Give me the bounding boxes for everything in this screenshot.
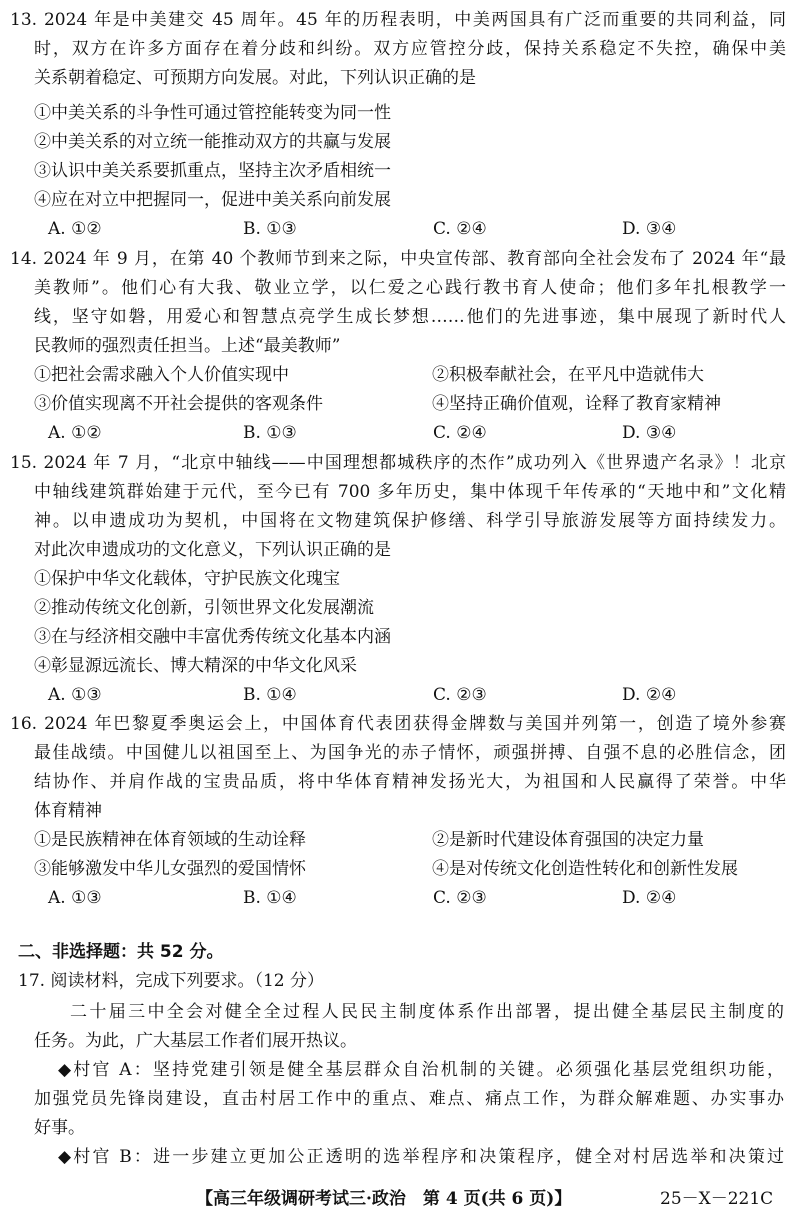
- q14-option-c[interactable]: C. ②④: [433, 423, 487, 443]
- q13-choice-2: [0, 128, 800, 157]
- section-2-heading: [0, 938, 800, 967]
- q17-material-line-4: [0, 1085, 800, 1114]
- q16-stem-line-2: [0, 739, 800, 768]
- q17-stem-text: 17. 阅读材料，完成下列要求。（12 分）: [18, 971, 324, 991]
- q15-option-d[interactable]: D. ②④: [622, 685, 677, 705]
- page-footer: [0, 1185, 800, 1214]
- q17-material-line-3: [0, 1056, 800, 1085]
- q16-choice-row-2: [0, 855, 800, 884]
- q13-choice-4-text: ④应在对立中把握同一，促进中美关系向前发展: [34, 190, 391, 210]
- q13-stem-line-2: [0, 35, 800, 64]
- q13-option-d[interactable]: D. ③④: [622, 219, 677, 239]
- q14-choice-2: ②积极奉献社会，在平凡中造就伟大: [432, 365, 704, 385]
- q15-choice-4-text: ④彰显源远流长、博大精深的中华文化风采: [34, 656, 357, 676]
- q15-stem-text-2: 中轴线建筑群始建于元代，至今已有 700 多年历史，集中体现千年传承的“天地中和”文化精: [34, 482, 786, 502]
- q15-option-a[interactable]: A. ①③: [48, 685, 102, 705]
- q13-stem-line-1: [0, 6, 800, 35]
- q16-stem-line-3: [0, 768, 800, 797]
- q14-stem-line-4: [0, 332, 800, 361]
- q14-option-d[interactable]: D. ③④: [622, 423, 677, 443]
- q14-stem-text-4: 民教师的强烈责任担当。上述“最美教师”: [34, 336, 341, 356]
- q13-option-a[interactable]: A. ①②: [48, 219, 102, 239]
- q14-option-a[interactable]: A. ①②: [48, 423, 102, 443]
- q14-stem-text-1: 14. 2024 年 9 月，在第 40 个教师节到来之际，中央宣传部、教育部向全社会发布了 2024 年“最: [10, 249, 786, 269]
- q14-stem-text-2: 美教师”。他们心有大我、敬业立学，以仁爱之心践行教书育人使命；他们多年扎根教学一: [34, 278, 786, 298]
- q17-material-line-2: [0, 1027, 800, 1056]
- q16-choice-2: ②是新时代建设体育强国的决定力量: [432, 830, 704, 850]
- q16-option-d[interactable]: D. ②④: [622, 888, 677, 908]
- q15-option-c[interactable]: C. ②③: [433, 685, 487, 705]
- q13-stem-text-3: 关系朝着稳定、可预期方向发展。对此，下列认识正确的是: [34, 68, 476, 88]
- q17-material-line-1: [0, 998, 800, 1027]
- q16-stem-text-1: 16. 2024 年巴黎夏季奥运会上，中国体育代表团获得金牌数与美国并列第一，创造了境外参赛: [10, 714, 786, 734]
- q16-choice-1: ①是民族精神在体育领域的生动诠释: [34, 830, 306, 850]
- q15-choice-1: [0, 565, 800, 594]
- q13-choice-1-text: ①中美关系的斗争性可通过管控能转变为同一性: [34, 103, 391, 123]
- q13-stem-text-2: 时，双方在许多方面存在着分歧和纠纷。双方应管控分歧，保持关系稳定不失控，确保中美: [34, 39, 786, 59]
- q16-stem-line-1: [0, 710, 800, 739]
- q13-choice-3: [0, 157, 800, 186]
- section-2-heading-text: 二、非选择题：共 52 分。: [18, 942, 224, 962]
- q14-choice-3: ③价值实现离不开社会提供的客观条件: [34, 394, 323, 414]
- q16-stem-text-4: 体育精神: [34, 801, 102, 821]
- q15-stem-text-3: 神。以申遗成功为契机，中国将在文物建筑保护修缮、科学引导旅游发展等方面持续发力。: [34, 511, 786, 531]
- q15-stem-text-4: 对此次申遗成功的文化意义，下列认识正确的是: [34, 540, 391, 560]
- q15-stem-line-4: [0, 536, 800, 565]
- footer-exam-info: 【高三年级调研考试三·政治 第 4 页(共 6 页)】: [196, 1189, 572, 1209]
- q13-choice-4: [0, 186, 800, 215]
- q14-options: [0, 419, 800, 448]
- q17-stem: [0, 967, 800, 996]
- q14-stem-line-2: [0, 274, 800, 303]
- q13-choice-2-text: ②中美关系的对立统一能推动双方的共赢与发展: [34, 132, 391, 152]
- q15-stem-text-1: 15. 2024 年 7 月，“北京中轴线——中国理想都城秩序的杰作”成功列入《世界遗产名录》！北京: [10, 453, 786, 473]
- q15-stem-line-3: [0, 507, 800, 536]
- q15-option-b[interactable]: B. ①④: [243, 685, 297, 705]
- q16-choice-row-1: [0, 826, 800, 855]
- q15-choice-4: [0, 652, 800, 681]
- q14-choice-1: ①把社会需求融入个人价值实现中: [34, 365, 289, 385]
- q13-option-b[interactable]: B. ①③: [243, 219, 297, 239]
- q17-material-text-4: 加强党员先锋岗建设，直击村居工作中的重点、难点、痛点工作，为群众解难题、办实事办: [34, 1089, 784, 1109]
- q17-material-text-2: 任务。为此，广大基层工作者们展开热议。: [34, 1031, 357, 1051]
- q14-choice-4: ④坚持正确价值观，诠释了教育家精神: [432, 394, 721, 414]
- q17-material-text-1: 二十届三中全会对健全全过程人民民主制度体系作出部署，提出健全基层民主制度的: [70, 1002, 784, 1022]
- q16-stem-text-3: 结协作、并肩作战的宝贵品质，将中华体育精神发扬光大，为祖国和人民赢得了荣誉。中华: [34, 772, 786, 792]
- q15-choice-2-text: ②推动传统文化创新，引领世界文化发展潮流: [34, 598, 374, 618]
- q16-choice-4: ④是对传统文化创造性转化和创新性发展: [432, 859, 738, 879]
- q16-stem-line-4: [0, 797, 800, 826]
- q14-stem-text-3: 线，坚守如磐，用爱心和智慧点亮学生成长梦想……他们的先进事迹，集中展现了新时代人: [34, 307, 786, 327]
- q15-stem-line-2: [0, 478, 800, 507]
- q13-stem-text-1: 13. 2024 年是中美建交 45 周年。45 年的历程表明，中美两国具有广泛而重要的共同利益，同: [10, 10, 786, 30]
- q14-choice-row-2: [0, 390, 800, 419]
- footer-paper-code: 25－X－221C: [660, 1189, 774, 1209]
- q17-material-text-6: ◆村官 B：进一步建立更加公正透明的选举程序和决策程序，健全对村居选举和决策过: [58, 1147, 784, 1167]
- q13-stem-line-3: [0, 64, 800, 93]
- q16-stem-text-2: 最佳战绩。中国健儿以祖国至上、为国争光的赤子情怀，顽强拼搏、自强不息的必胜信念，团: [34, 743, 786, 763]
- q16-option-b[interactable]: B. ①④: [243, 888, 297, 908]
- q16-option-a[interactable]: A. ①③: [48, 888, 102, 908]
- q16-options: [0, 884, 800, 913]
- q17-material-text-3: ◆村官 A：坚持党建引领是健全基层群众自治机制的关键。必须强化基层党组织功能，: [58, 1060, 784, 1080]
- q14-option-b[interactable]: B. ①③: [243, 423, 297, 443]
- q14-stem-line-1: [0, 245, 800, 274]
- q13-options: [0, 215, 800, 244]
- q17-material-line-5: [0, 1114, 800, 1143]
- q15-choice-1-text: ①保护中华文化载体，守护民族文化瑰宝: [34, 569, 340, 589]
- q13-choice-3-text: ③认识中美关系要抓重点，坚持主次矛盾相统一: [34, 161, 391, 181]
- q14-choice-row-1: [0, 361, 800, 390]
- q15-choice-3-text: ③在与经济相交融中丰富优秀传统文化基本内涵: [34, 627, 391, 647]
- q15-stem-line-1: [0, 449, 800, 478]
- q15-choice-3: [0, 623, 800, 652]
- q15-choice-2: [0, 594, 800, 623]
- q17-material-line-6: [0, 1143, 800, 1172]
- q15-options: [0, 681, 800, 710]
- q13-option-c[interactable]: C. ②④: [433, 219, 487, 239]
- q14-stem-line-3: [0, 303, 800, 332]
- q13-choice-1: [0, 99, 800, 128]
- q17-material-text-5: 好事。: [34, 1118, 85, 1138]
- q16-option-c[interactable]: C. ②③: [433, 888, 487, 908]
- q16-choice-3: ③能够激发中华儿女强烈的爱国情怀: [34, 859, 306, 879]
